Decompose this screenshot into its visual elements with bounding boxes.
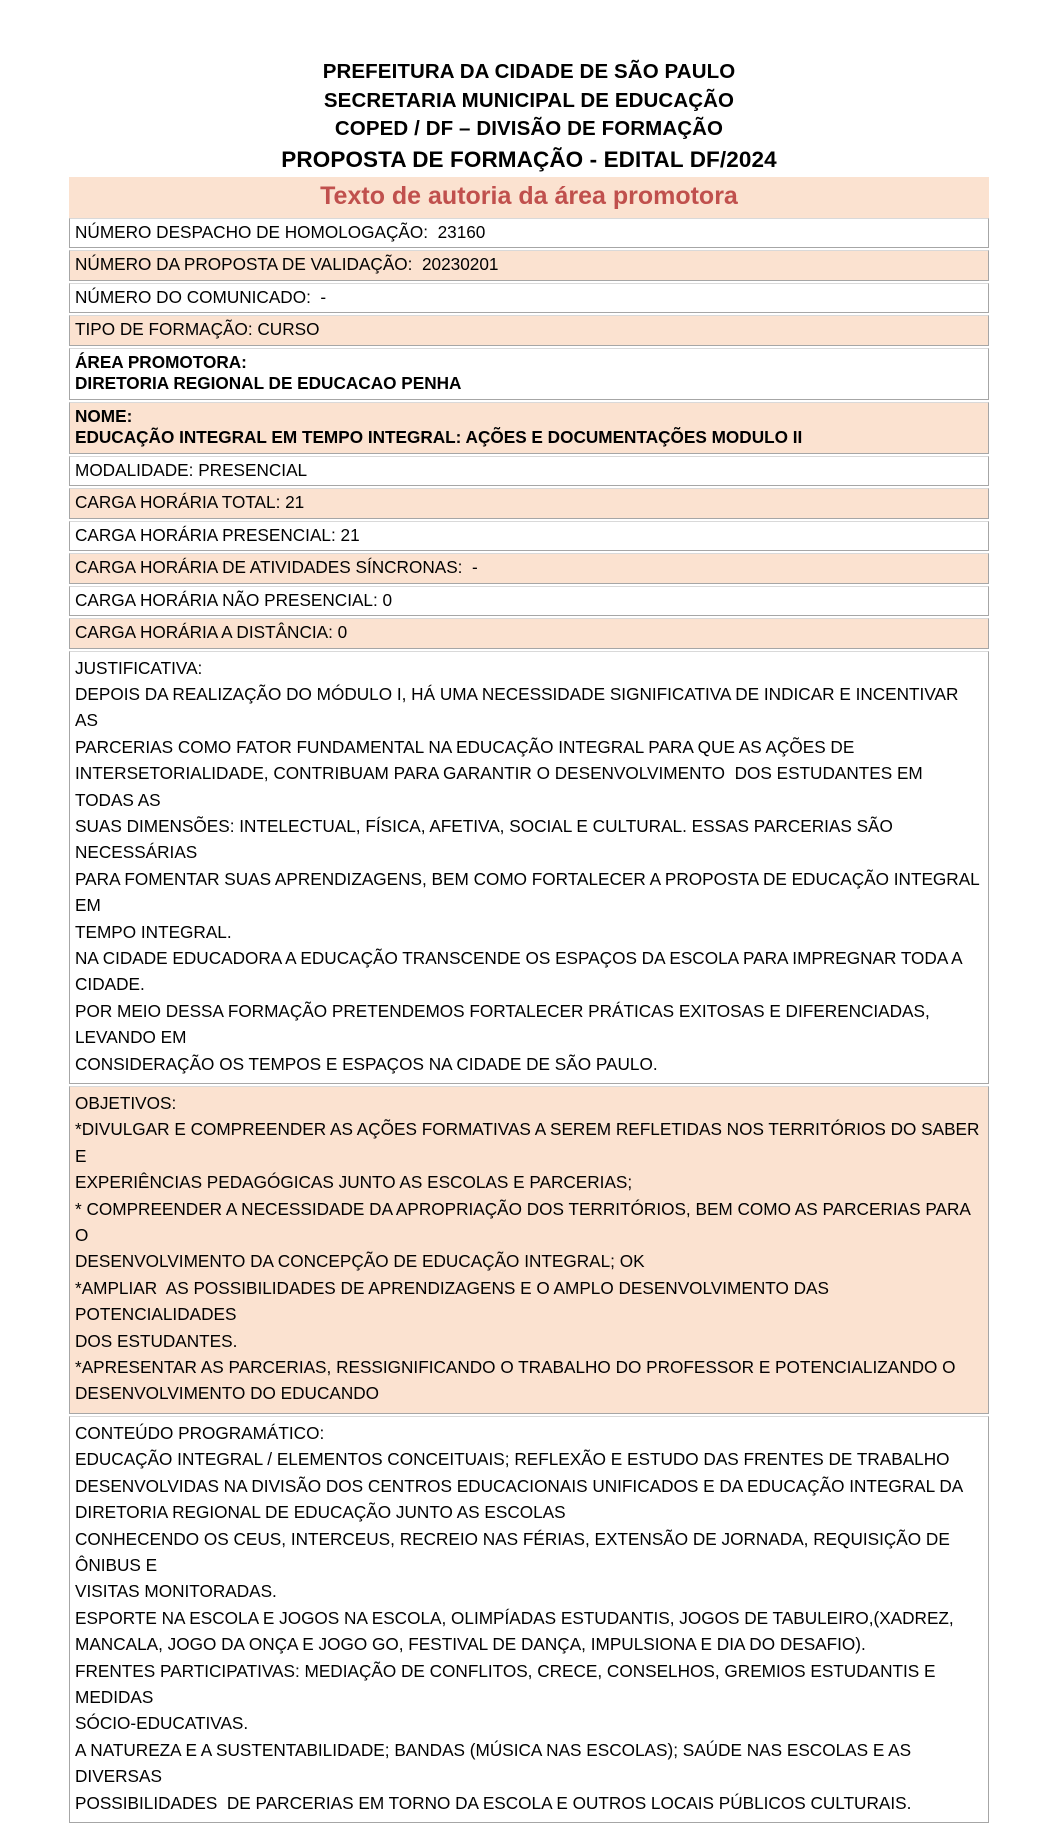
row-conteudo-programatico-line: DIRETORIA REGIONAL DE EDUCAÇÃO JUNTO AS ESCOLAS [75,1502,566,1523]
row-justificativa-line: POR MEIO DESSA FORMAÇÃO PRETENDEMOS FORTALECER PRÁTICAS EXITOSAS E DIFERENCIADAS, LEVANDO EM [75,1000,935,1048]
row-objetivos-line: OBJETIVOS: [75,1093,177,1113]
row-conteudo-programatico [69,1416,989,1823]
row-justificativa-line: NA CIDADE EDUCADORA A EDUCAÇÃO TRANSCENDE OS ESPAÇOS DA ESCOLA PARA IMPREGNAR TODA A CIDADE. [75,947,967,995]
row-objetivos-line: DESENVOLVIMENTO DO EDUCANDO [75,1383,380,1404]
header-line-coped: COPED / DF – DIVISÃO DE FORMAÇÃO [334,117,724,140]
row-numero-comunicado [69,283,989,314]
row-justificativa-line: TEMPO INTEGRAL. [75,921,232,942]
row-justificativa-line: CONSIDERAÇÃO OS TEMPOS E ESPAÇOS NA CIDADE DE SÃO PAULO. [75,1053,658,1074]
row-conteudo-programatico-line: FRENTES PARTICIPATIVAS: MEDIAÇÃO DE CONFLITOS, CRECE, CONSELHOS, GREMIOS ESTUDANTIS E MEDIDAS [75,1660,941,1707]
row-objetivos [69,1086,989,1414]
row-justificativa-line: JUSTIFICATIVA: [75,657,203,678]
row-modalidade [69,456,989,487]
row-numero-comunicado-line: NÚMERO DO COMUNICADO: - [75,286,327,307]
row-objetivos-line: *APRESENTAR AS PARCERIAS, RESSIGNIFICANDO O TRABALHO DO PROFESSOR E POTENCIALIZANDO O [75,1357,956,1378]
header-line-proposta: PROPOSTA DE FORMAÇÃO - EDITAL DF/2024 [281,146,777,172]
row-nome-line: NOME: [75,405,133,426]
row-conteudo-programatico-line: CONTEÚDO PROGRAMÁTICO: [75,1422,325,1443]
row-carga-horaria-presencial [69,521,989,552]
row-tipo-formacao-line: TIPO DE FORMAÇÃO: CURSO [75,319,320,339]
row-justificativa-line: DEPOIS DA REALIZAÇÃO DO MÓDULO I, HÁ UMA NECESSIDADE SIGNIFICATIVA DE INDICAR E INCENTIVAR AS [75,683,963,731]
row-justificativa [69,651,989,1085]
row-objetivos-line: *AMPLIAR AS POSSIBILIDADES DE APRENDIZAGENS E O AMPLO DESENVOLVIMENTO DAS POTENCIALIDADES [75,1277,834,1325]
row-numero-proposta-validacao [69,250,989,281]
row-objetivos-line: DOS ESTUDANTES. [75,1330,238,1351]
row-justificativa-line: INTERSETORIALIDADE, CONTRIBUAM PARA GARANTIR O DESENVOLVIMENTO DOS ESTUDANTES EM TODAS AS [75,763,928,810]
row-conteudo-programatico-line: EDUCAÇÃO INTEGRAL / ELEMENTOS CONCEITUAIS; REFLEXÃO E ESTUDO DAS FRENTES DE TRABALHO [75,1449,950,1470]
row-conteudo-programatico-line: POSSIBILIDADES DE PARCERIAS EM TORNO DA ESCOLA E OUTROS LOCAIS PÚBLICOS CULTURAIS. [75,1792,912,1813]
row-area-promotora [69,348,989,400]
row-numero-despacho-homologacao [69,218,989,249]
banner-label: Texto de autoria da área promotora [320,181,738,210]
row-tipo-formacao [69,315,989,346]
row-conteudo-programatico-line: CONHECENDO OS CEUS, INTERCEUS, RECREIO NAS FÉRIAS, EXTENSÃO DE JORNADA, REQUISIÇÃO DE ÔNIBUS E [75,1528,955,1575]
header-line-prefeitura: PREFEITURA DA CIDADE DE SÃO PAULO [322,60,736,83]
row-carga-horaria-atividades-sincronas [69,553,989,584]
row-conteudo-programatico-line: MANCALA, JOGO DA ONÇA E JOGO GO, FESTIVAL DE DANÇA, IMPULSIONA E DIA DO DESAFIO). [75,1634,866,1655]
row-numero-proposta-validacao-line: NÚMERO DA PROPOSTA DE VALIDAÇÃO: 20230201 [75,254,499,274]
banner-texto-autoria [69,177,989,218]
document-header [0,0,1058,175]
row-nome-line: EDUCAÇÃO INTEGRAL EM TEMPO INTEGRAL: AÇÕES E DOCUMENTAÇÕES MODULO II [75,427,803,447]
row-justificativa-line: PARA FOMENTAR SUAS APRENDIZAGENS, BEM COMO FORTALECER A PROPOSTA DE EDUCAÇÃO INTEGRAL EM [75,868,984,916]
row-carga-horaria-a-distancia-line: CARGA HORÁRIA A DISTÂNCIA: 0 [75,622,348,642]
row-objetivos-line: *DIVULGAR E COMPREENDER AS AÇÕES FORMATIVAS A SEREM REFLETIDAS NOS TERRITÓRIOS DO SABER E [75,1119,985,1166]
row-justificativa-line: SUAS DIMENSÕES: INTELECTUAL, FÍSICA, AFETIVA, SOCIAL E CULTURAL. ESSAS PARCERIAS SÃO NECESSÁRIAS [75,815,898,863]
row-area-promotora-line: DIRETORIA REGIONAL DE EDUCACAO PENHA [75,373,462,393]
row-carga-horaria-presencial-line: CARGA HORÁRIA PRESENCIAL: 21 [75,524,360,545]
row-objetivos-line: EXPERIÊNCIAS PEDAGÓGICAS JUNTO AS ESCOLAS E PARCERIAS; [75,1172,633,1193]
proposta-table [69,218,989,1823]
row-carga-horaria-total [69,488,989,519]
row-conteudo-programatico-line: SÓCIO-EDUCATIVAS. [75,1713,249,1734]
row-carga-horaria-atividades-sincronas-line: CARGA HORÁRIA DE ATIVIDADES SÍNCRONAS: - [75,557,478,577]
row-modalidade-line: MODALIDADE: PRESENCIAL [75,459,308,480]
row-conteudo-programatico-line: A NATUREZA E A SUSTENTABILIDADE; BANDAS (MÚSICA NAS ESCOLAS); SAÚDE NAS ESCOLAS E AS DIVERSAS [75,1739,916,1787]
row-conteudo-programatico-line: ESPORTE NA ESCOLA E JOGOS NA ESCOLA, OLIMPÍADAS ESTUDANTIS, JOGOS DE TABULEIRO,(XADREZ, [75,1607,954,1628]
row-conteudo-programatico-line: DESENVOLVIDAS NA DIVISÃO DOS CENTROS EDUCACIONAIS UNIFICADOS E DA EDUCAÇÃO INTEGRAL DA [75,1475,964,1496]
row-area-promotora-line: ÁREA PROMOTORA: [75,351,247,372]
row-objetivos-line: * COMPREENDER A NECESSIDADE DA APROPRIAÇÃO DOS TERRITÓRIOS, BEM COMO AS PARCERIAS PARA O [75,1198,975,1246]
row-numero-despacho-homologacao-line: NÚMERO DESPACHO DE HOMOLOGAÇÃO: 23160 [75,221,486,242]
header-line-secretaria: SECRETARIA MUNICIPAL DE EDUCAÇÃO [323,88,735,112]
row-carga-horaria-nao-presencial-line: CARGA HORÁRIA NÃO PRESENCIAL: 0 [75,589,393,610]
row-objetivos-line: DESENVOLVIMENTO DA CONCEPÇÃO DE EDUCAÇÃO INTEGRAL; OK [75,1251,645,1272]
row-nome [69,402,989,454]
row-carga-horaria-a-distancia [69,618,989,649]
row-carga-horaria-total-line: CARGA HORÁRIA TOTAL: 21 [75,492,305,512]
row-carga-horaria-nao-presencial [69,586,989,617]
row-conteudo-programatico-line: VISITAS MONITORADAS. [75,1581,277,1602]
row-justificativa-line: PARCERIAS COMO FATOR FUNDAMENTAL NA EDUCAÇÃO INTEGRAL PARA QUE AS AÇÕES DE [75,736,855,757]
